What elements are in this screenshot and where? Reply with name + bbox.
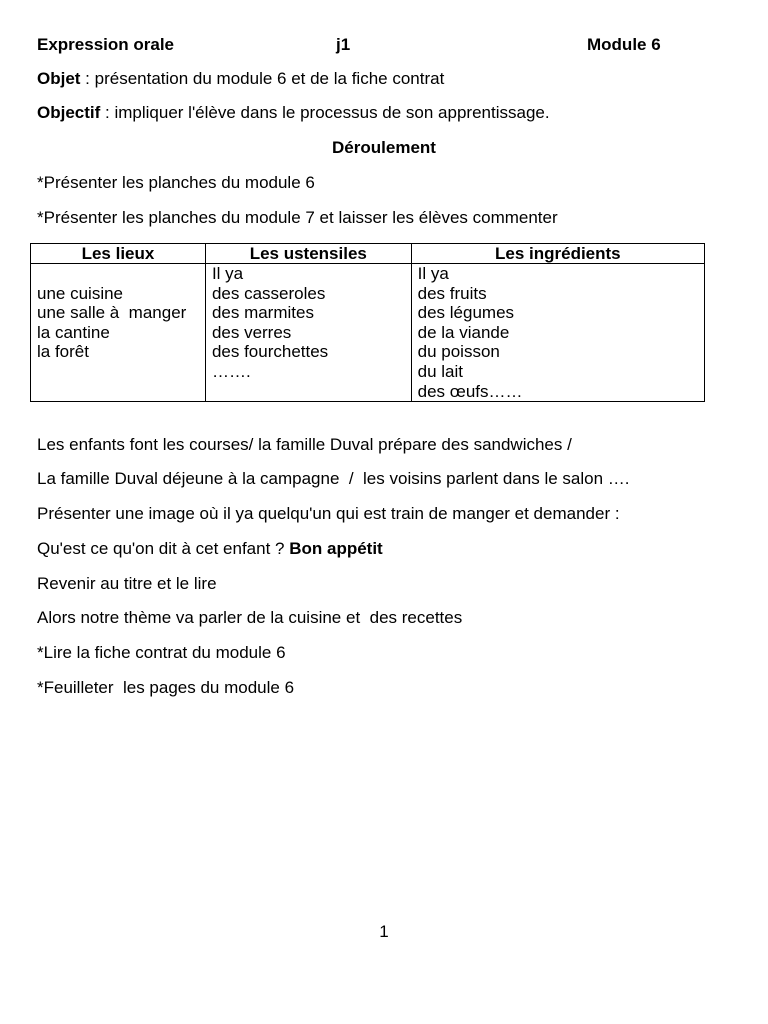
closing-line: *Feuilleter les pages du module 6 [37,678,295,697]
cell-line: du poisson [417,342,500,362]
cell-ingredients [411,264,704,402]
objet-text: : présentation du module 6 et de la fiche contrat [80,69,445,88]
vocabulary-table [30,243,705,402]
objet-line [37,69,444,89]
cell-ustensiles [205,264,411,402]
objectif-text: : impliquer l'élève dans le processus de son apprentissage. [100,103,550,122]
column-header-lieux: Les lieux [31,244,206,264]
body-line: La famille Duval déjeune à la campagne / les voisins parlent dans le salon …. [37,469,630,488]
cell-line: des marmites [211,303,314,323]
header-module: Module 6 [587,35,661,54]
cell-line: ……. [211,361,251,381]
header-expression-orale: Expression orale [37,35,175,54]
cell-line: la forêt [37,342,89,362]
cell-line [37,264,199,284]
cell-line: des œufs…… [417,381,523,401]
cell-line: Il ya [211,264,244,283]
question-line [37,539,383,559]
objectif-label: Objectif [37,103,101,122]
cell-line: des légumes [417,303,515,323]
header-day: j1 [336,35,351,54]
cell-line: des verres [211,322,292,342]
cell-lieux [31,264,206,402]
intro-line: *Présenter les planches du module 6 [37,173,315,192]
column-header-ustensiles: Les ustensiles [205,244,411,264]
cell-line: des casseroles [211,283,326,303]
cell-line: une salle à manger [37,303,187,323]
closing-line: Revenir au titre et le lire [37,574,217,593]
closing-line: Alors notre thème va parler de la cuisine et des recettes [37,608,463,627]
objectif-line [37,103,550,123]
cell-line: des fourchettes [211,342,329,362]
body-line: Présenter une image où il ya quelqu'un qui est train de manger et demander : [37,504,620,523]
body-line: Les enfants font les courses/ la famille Duval prépare des sandwiches / [37,435,572,454]
cell-line: la cantine [37,322,110,342]
cell-line: du lait [417,361,464,381]
column-header-ingredients: Les ingrédients [411,244,704,264]
objet-label: Objet [37,69,81,88]
cell-line: Il ya [417,264,449,283]
cell-line: une cuisine [37,283,124,303]
page-number: 1 [379,922,389,941]
cell-line: de la viande [417,322,510,342]
table-row [31,264,705,402]
intro-line: *Présenter les planches du module 7 et laisser les élèves commenter [37,208,558,227]
cell-line: des fruits [417,283,487,303]
question-text: Qu'est ce qu'on dit à cet enfant ? [37,539,290,558]
deroulement-title: Déroulement [332,138,436,157]
table-header-row [31,244,705,264]
question-answer: Bon appétit [289,539,383,558]
closing-line: *Lire la fiche contrat du module 6 [37,643,286,662]
